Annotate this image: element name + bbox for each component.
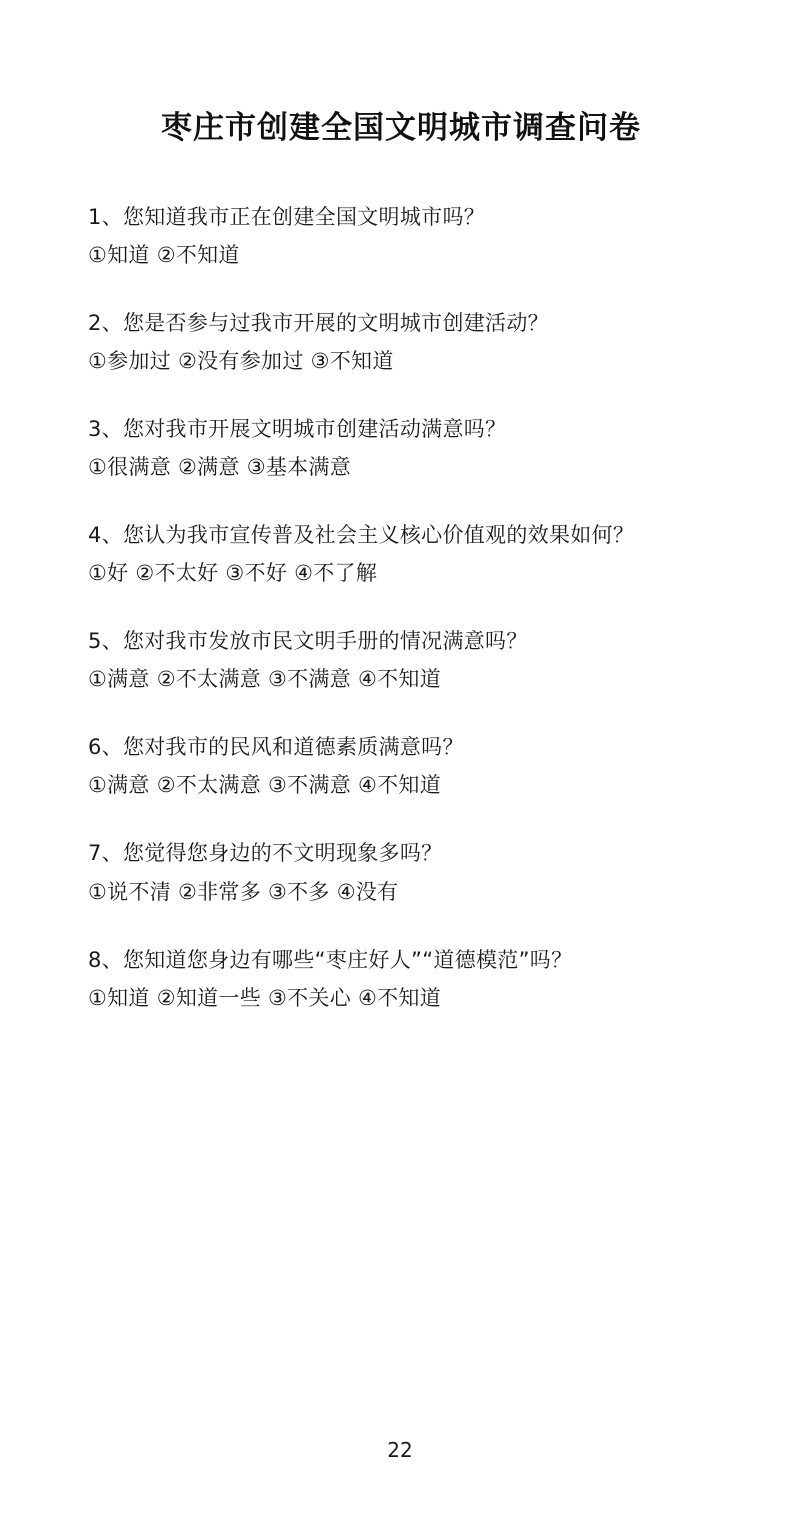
question-text: 1、您知道我市正在创建全国文明城市吗？ <box>88 205 486 230</box>
question-item-3 <box>88 412 714 484</box>
question-text: 3、您对我市开展文明城市创建活动满意吗？ <box>88 417 507 442</box>
question-text: 5、您对我市发放市民文明手册的情况满意吗？ <box>88 629 528 654</box>
question-options: ①知道 ②知道一些 ③不关心 ④不知道 <box>88 985 442 1010</box>
page-number: 22 <box>387 1438 413 1462</box>
question-options: ①很满意 ②满意 ③基本满意 <box>88 455 352 480</box>
question-text: 6、您对我市的民风和道德素质满意吗？ <box>88 735 464 760</box>
question-options: ①满意 ②不太满意 ③不满意 ④不知道 <box>88 773 442 798</box>
question-item-8 <box>88 943 714 1015</box>
question-options: ①好 ②不太好 ③不好 ④不了解 <box>88 561 378 586</box>
question-text: 4、您认为我市宣传普及社会主义核心价值观的效果如何？ <box>88 523 635 548</box>
question-options: ①满意 ②不太满意 ③不满意 ④不知道 <box>88 667 442 692</box>
question-text: 8、您知道您身边有哪些“枣庄好人”“道德模范”吗？ <box>88 947 573 972</box>
question-options: ①参加过 ②没有参加过 ③不知道 <box>88 349 394 374</box>
question-item-5 <box>88 624 714 696</box>
question-text: 2、您是否参与过我市开展的文明城市创建活动？ <box>88 311 549 336</box>
question-item-4 <box>88 518 714 590</box>
question-options: ①知道 ②不知道 <box>88 243 240 268</box>
question-item-6 <box>88 730 714 802</box>
question-text: 7、您觉得您身边的不文明现象多吗？ <box>88 841 443 866</box>
question-item-2 <box>88 306 714 378</box>
page-title: 枣庄市创建全国文明城市调查问卷 <box>161 110 641 146</box>
question-item-7 <box>88 836 714 908</box>
question-options: ①说不清 ②非常多 ③不多 ④没有 <box>88 879 399 904</box>
question-item-1 <box>88 200 714 272</box>
